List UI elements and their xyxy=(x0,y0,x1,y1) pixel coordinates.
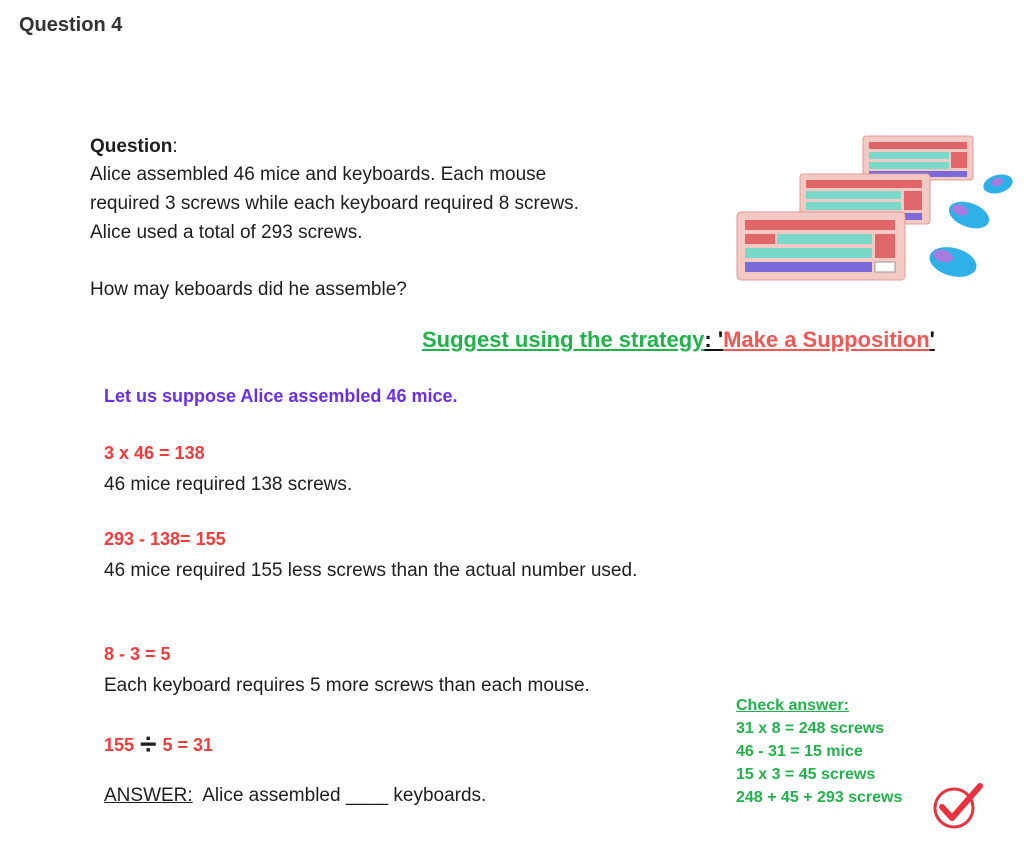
division-equation xyxy=(104,728,213,762)
mouse-icon xyxy=(981,171,1015,196)
step-explanation: 46 mice required 155 less screws than the actual number used. xyxy=(104,560,638,581)
page-heading: Question 4 xyxy=(19,14,123,36)
keyboard-icon xyxy=(737,212,905,280)
question-line: Alice used a total of 293 screws. xyxy=(90,222,363,243)
keyboard-icon xyxy=(863,136,973,180)
step-equation: 293 - 138= 155 xyxy=(104,529,226,549)
answer-text: Alice assembled ____ keyboards. xyxy=(202,785,487,806)
question-line: Alice assembled 46 mice and keyboards. Each mouse xyxy=(90,164,547,185)
strategy-suggestion: Suggest using the strategy: 'Make a Supposition' xyxy=(422,327,935,352)
supposition-statement: Let us suppose Alice assembled 46 mice. xyxy=(104,386,458,406)
question-line: required 3 screws while each keyboard required 8 screws. xyxy=(90,193,579,214)
checkmark-icon xyxy=(930,780,986,837)
step-explanation: 46 mice required 138 screws. xyxy=(104,474,353,495)
question-ask: How may keboards did he assemble? xyxy=(90,279,407,300)
answer-label: ANSWER: xyxy=(104,785,193,806)
check-line: 31 x 8 = 248 screws xyxy=(736,720,885,737)
step-equation: 3 x 46 = 138 xyxy=(104,443,205,463)
division-result: 5 = 31 xyxy=(162,734,214,755)
check-answer-box xyxy=(736,694,902,809)
step-equation: 8 - 3 = 5 xyxy=(104,644,171,664)
mouse-icon xyxy=(945,197,993,234)
division-icon: ÷ xyxy=(140,728,157,761)
check-line: 15 x 3 = 45 screws xyxy=(736,766,876,783)
mouse-icon xyxy=(926,242,980,281)
answer-line xyxy=(104,785,486,807)
check-answer-title: Check answer: xyxy=(736,697,849,714)
keyboards-mice-illustration xyxy=(735,132,1020,292)
check-line: 46 - 31 = 15 mice xyxy=(736,743,863,760)
division-dividend: 155 xyxy=(104,734,135,755)
check-line: 248 + 45 + 293 screws xyxy=(736,789,903,806)
question-text xyxy=(90,160,579,247)
question-label: Question: xyxy=(90,136,178,157)
step-explanation: Each keyboard requires 5 more screws than each mouse. xyxy=(104,675,590,696)
